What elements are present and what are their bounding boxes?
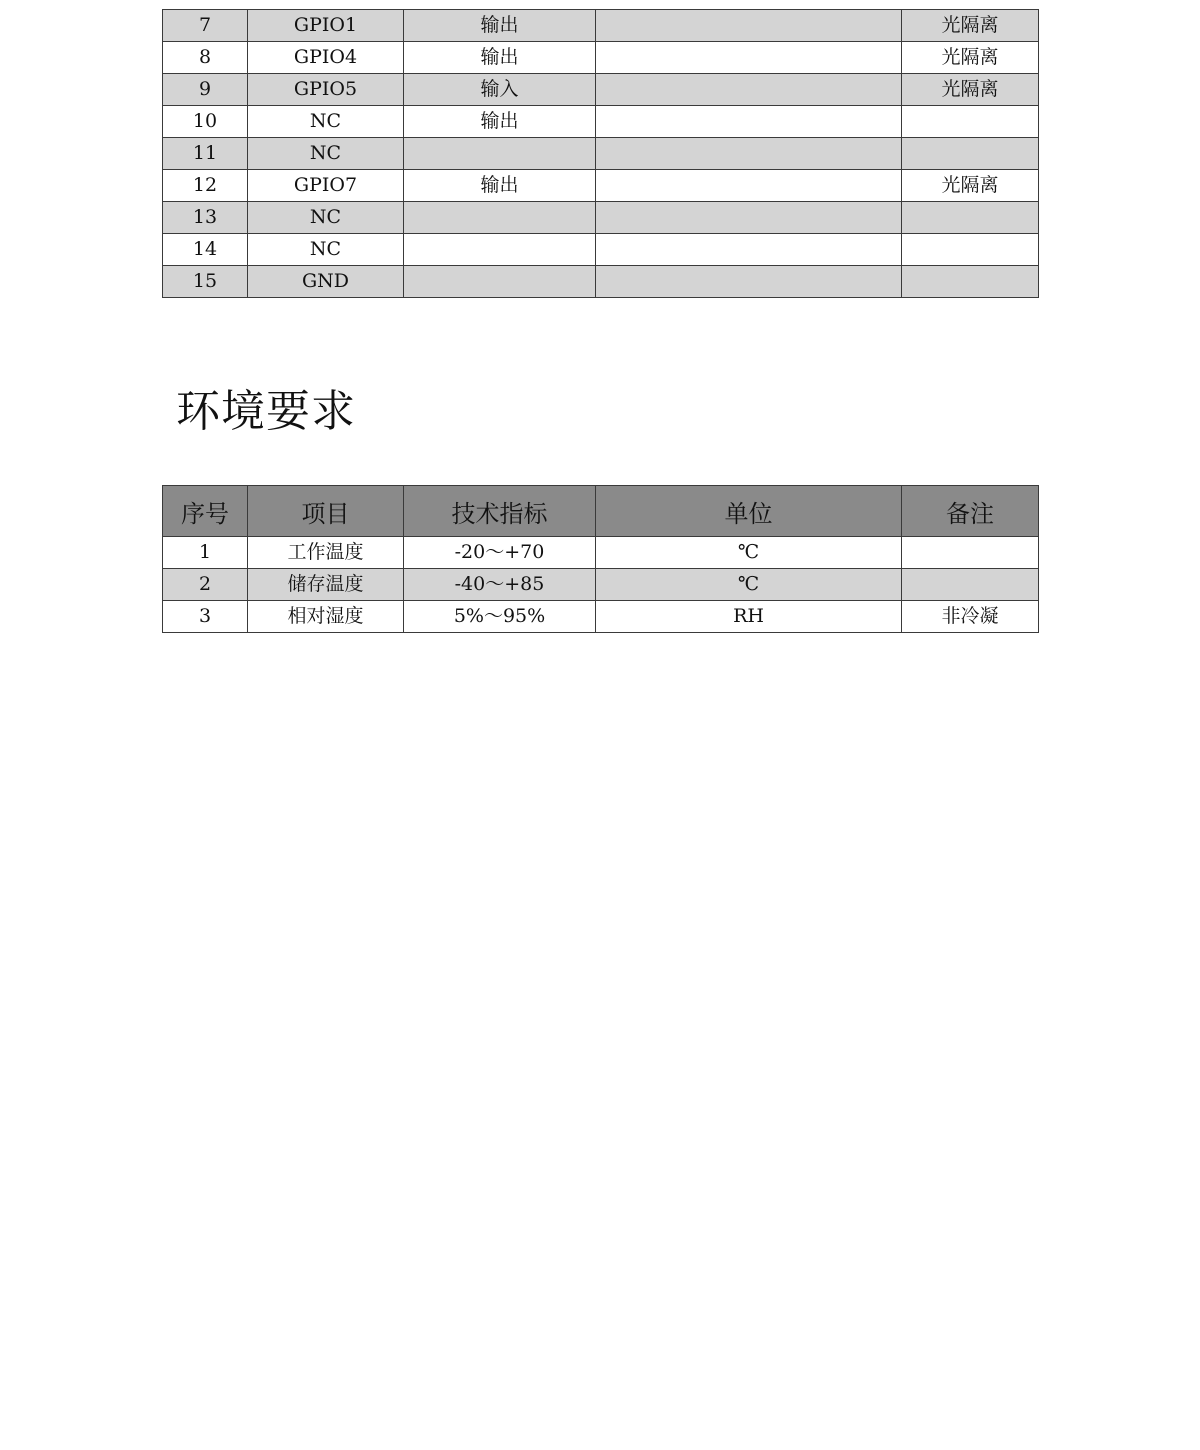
pin-direction: 输出: [404, 42, 596, 74]
header-spec: 技术指标: [404, 486, 596, 537]
header-item: 项目: [248, 486, 404, 537]
table-row: [163, 537, 1039, 569]
pin-remark: [902, 234, 1039, 266]
pin-remark: [902, 138, 1039, 170]
pin-direction: [404, 138, 596, 170]
environment-table: [162, 485, 1039, 633]
env-unit: ℃: [596, 537, 902, 569]
pin-name: GPIO4: [248, 42, 404, 74]
pin-remark: 光隔离: [902, 170, 1039, 202]
pin-number: 9: [163, 74, 248, 106]
pin-number: 8: [163, 42, 248, 74]
pin-name: GPIO5: [248, 74, 404, 106]
env-unit: RH: [596, 601, 902, 633]
pin-description: [596, 106, 902, 138]
pin-direction: 输出: [404, 10, 596, 42]
table-row: [163, 266, 1039, 298]
table-row: [163, 234, 1039, 266]
pin-description: [596, 74, 902, 106]
env-remark: [902, 537, 1039, 569]
pin-remark: [902, 106, 1039, 138]
env-number: 2: [163, 569, 248, 601]
env-spec: -20～+70: [404, 537, 596, 569]
pin-number: 10: [163, 106, 248, 138]
header-remark: 备注: [902, 486, 1039, 537]
table-row: [163, 601, 1039, 633]
env-number: 1: [163, 537, 248, 569]
pin-description: [596, 138, 902, 170]
table-row: [163, 106, 1039, 138]
pin-description: [596, 170, 902, 202]
pin-number: 13: [163, 202, 248, 234]
env-number: 3: [163, 601, 248, 633]
pin-remark: 光隔离: [902, 74, 1039, 106]
pin-name: GPIO7: [248, 170, 404, 202]
env-item: 工作温度: [248, 537, 404, 569]
env-unit: ℃: [596, 569, 902, 601]
env-item: 储存温度: [248, 569, 404, 601]
pin-description: [596, 202, 902, 234]
env-spec: 5%～95%: [404, 601, 596, 633]
env-item: 相对湿度: [248, 601, 404, 633]
pin-name: NC: [248, 234, 404, 266]
table-row: [163, 202, 1039, 234]
pin-number: 7: [163, 10, 248, 42]
env-spec: -40～+85: [404, 569, 596, 601]
pin-name: NC: [248, 202, 404, 234]
pin-description: [596, 234, 902, 266]
table-row: [163, 569, 1039, 601]
env-remark: 非冷凝: [902, 601, 1039, 633]
pin-name: NC: [248, 138, 404, 170]
pin-number: 15: [163, 266, 248, 298]
pin-number: 14: [163, 234, 248, 266]
pin-description: [596, 42, 902, 74]
pin-remark: [902, 202, 1039, 234]
table-row: [163, 138, 1039, 170]
pin-remark: 光隔离: [902, 10, 1039, 42]
header-unit: 单位: [596, 486, 902, 537]
pin-name: GPIO1: [248, 10, 404, 42]
table-row: [163, 42, 1039, 74]
pin-name: GND: [248, 266, 404, 298]
pin-number: 11: [163, 138, 248, 170]
table-row: [163, 74, 1039, 106]
pin-description: [596, 266, 902, 298]
pin-direction: [404, 266, 596, 298]
table-header-row: [163, 486, 1039, 537]
pin-remark: 光隔离: [902, 42, 1039, 74]
table-row: [163, 170, 1039, 202]
pin-number: 12: [163, 170, 248, 202]
env-remark: [902, 569, 1039, 601]
pin-table: [162, 9, 1039, 298]
table-row: [163, 10, 1039, 42]
header-no: 序号: [163, 486, 248, 537]
pin-remark: [902, 266, 1039, 298]
pin-direction: 输入: [404, 74, 596, 106]
pin-direction: 输出: [404, 170, 596, 202]
pin-direction: [404, 202, 596, 234]
section-heading: 环境要求: [176, 386, 356, 437]
pin-direction: 输出: [404, 106, 596, 138]
pin-description: [596, 10, 902, 42]
pin-direction: [404, 234, 596, 266]
pin-name: NC: [248, 106, 404, 138]
